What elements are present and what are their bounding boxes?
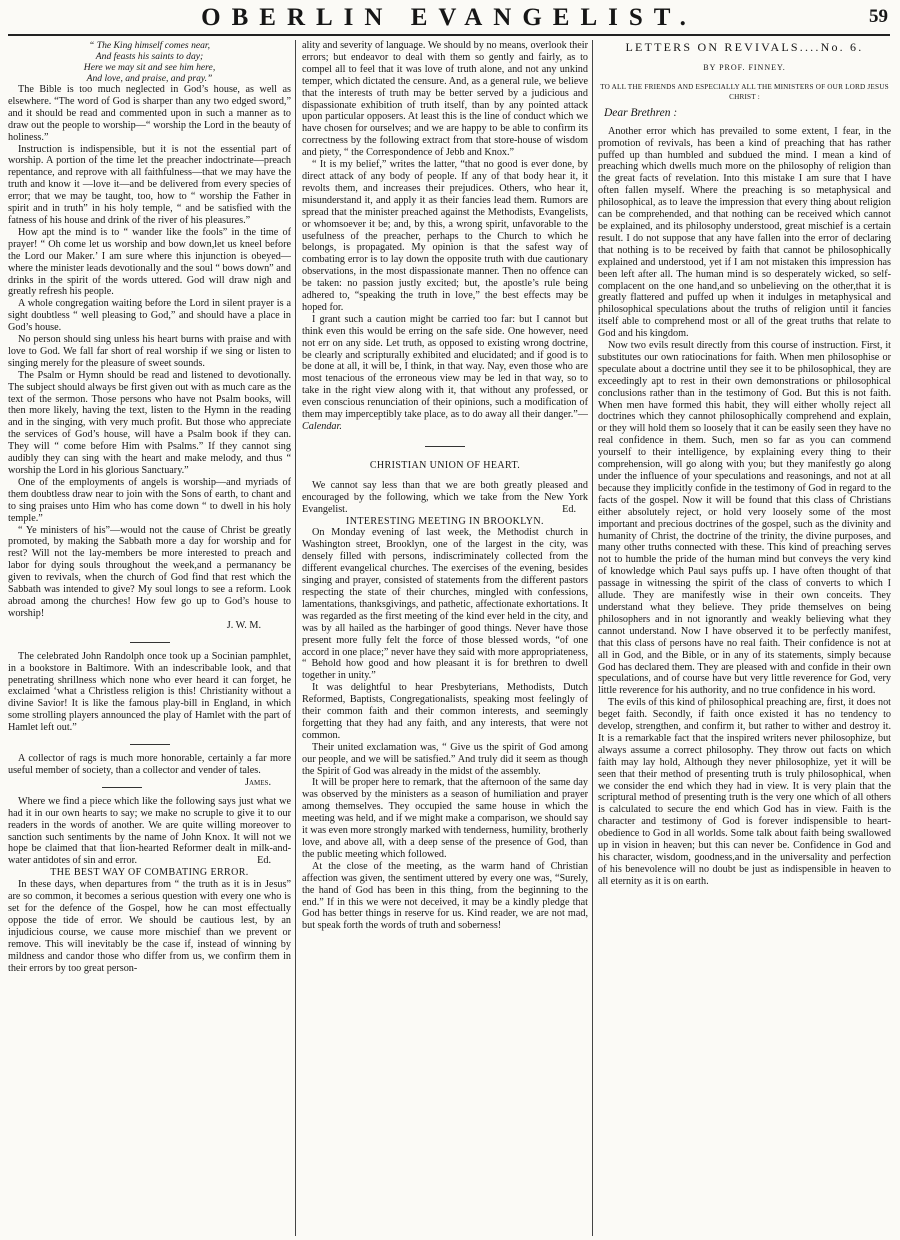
article-heading: INTERESTING MEETING IN BROOKLYN. (346, 515, 544, 527)
column-divider (592, 40, 593, 1236)
column-3 (598, 40, 891, 1236)
union-intro-text: We cannot say less than that we are both greatly pleased and encouraged by the following, which we take from the New York Evangelist. (302, 479, 588, 515)
paragraph: The Bible is too much neglected in God’s house, as well as elsewhere. “The word of God is sharper than any two edged sword,” and it should be read and commented upon in such a manner as to draw out the people to worship—“ worship the Lord in the beauty of holiness.” (8, 84, 291, 143)
verse-line: “ The King himself comes near, (89, 40, 210, 51)
byline: BY PROF. FINNEY. (703, 62, 786, 72)
paragraph: ality and severity of language. We should by no means, overlook their errors; but endeavor to deal with them so gently and fairly, as to compel all to feel that it was love of truth alone, and not any unkind temper, which dictated the censure. And, as a general rule, we believe that the interests of truth may be better served by a judicious and dispassionate exhibition of truth itself, than by any pointed attack upon particular opposers. At least this is the line of conduct which we have chosen for ourselves; and we are happy to be able to confirm its correctness by the following extract from that store-house of wisdom and piety, “ the Correspondence of Jebb and Knox.” (302, 40, 588, 159)
page-number: 59 (869, 6, 888, 27)
signature: J. W. M. (226, 619, 261, 631)
masthead-rule (8, 34, 890, 36)
separator (8, 638, 291, 644)
hymn-verse (8, 40, 291, 84)
randolph-paragraph: The celebrated John Randolph once took up a Socinian pamphlet, in a bookstore in Baltimore. With an indescribable look, and that penetrating shrillness which none who ever heard it can forget, he exclaimed ‘what a Christless religion is this! Christianity without a divine Savior! It is like the famous play-bill in England, in which some strolling players announced the play of Hamlet with the part of Hamlet left out.” (8, 650, 291, 734)
paragraph-text: I grant such a caution might be carried too far: but I cannot but think even this would be erring on the safe side. One however, need not err on any side. Let truth, as opposed to existing wrong doctrine, be clearly and scripturally exhibited and elucidated; and if good is to be done at all, it will be, I think, in that way. Nay, even those who are most tenacious of the erroneous view may be led in that way, so to take in the right view along with it, that without any professed, or even conscious renunciation of their opinions, such a modification of them may imperceptibly take place, as to do away all their danger.”— (302, 313, 588, 421)
paragraph: The evils of this kind of philosophical preaching are, first, it does not beget faith. Secondly, if faith once existed it has no tendency to develop, strengthen, and confirm it, but rather to wither and destroy it. It is a remarkable fact that the inspired writers never philosophize, but always assume a correct philosophy. They throw out facts on which faith may lay hold, Although they never philosophize, yet it will be seen that their method of presenting truth is truly philosophical, when we consider the end which they had in view. It is very plain that the scriptural method of presenting truth is the very one which of all others is calculated to secure the end which God has in view. Faith is the character and testimony of God is forever indispensible to heart-obedience to God in all worlds. Some talk about faith being swallowed up in vision in heaven; but this can never be. Confidence in God and his character, wisdom, goodness,and in the universality and perfection of his benevolence will no doubt be just as indispensible in heaven to all eternity as it is on earth. (598, 697, 891, 887)
rags-text: A collector of rags is much more honorable, certainly a far more useful member of society, than a collector and vender of tales. (8, 753, 291, 776)
paragraph: Instruction is indispensible, but it is not the essential part of worship. A portion of the time let the preacher indoctrinate—preach repentance, and reprove with all faithfulness—that we may have the truth and know it —love it—and be delivered from every species of error; that we may be taught, too, how to “ worship the Father in spirit and in truth” in his holy temple, “ and be satisfied with the fatness of his house and drink of the river of his pleasures.” (8, 143, 291, 226)
rags-signature: James. (245, 776, 271, 788)
knox-intro (8, 796, 291, 867)
column-1 (8, 40, 291, 1236)
verse-line: And love, and praise, and pray.” (86, 73, 213, 84)
paragraph: It was delightful to hear Presbyterians, Methodists, Dutch Reformed, Baptists, Congregationalists, speaking most feelingly of their common faith and their common interests, and seemingly forgetting that they had any faith, and any interests, that were not common. (302, 682, 588, 741)
masthead (8, 4, 890, 30)
union-intro (302, 480, 588, 516)
salutation: Dear Brethren : (604, 106, 678, 119)
letters-heading: LETTERS ON REVIVALS....No. 6. (625, 40, 864, 54)
column-2 (302, 40, 588, 1236)
paragraph: Now two evils result directly from this course of instruction. First, it substitutes our own ratiocinations for faith. When men philosophise or speculate about a doctrine until they see it to be philosophical, they are exceedingly apt to rest in their own demonstrations or philosophical conclusions rather than in the testimony of God. But this is not faith. When men have formed this habit, they will either wholly reject all doctrines which they cannot philosophically comprehend and explain, or they will hold them so loosely that it can be easily seen they have no real confidence in them. Such, men so far as you can commend yourself to their intelligence, by explaining every thing to their comprehension, will go along with you; but they manifestly go along under the influence of your speculations and reasonings, and not at all because they implicitly confide in the testimony of God in regard to the facts of the gospel. Now it will be found that this class of Christians either absolutely reject, or hold very loosely some of the most important and precious doctrines of the gospel, such as the divinity and humanity of Christ, the doctrine of the trinity, the divine purposes, and many other truths connected with these. This kind of preaching serves not to humble the pride of the human mind but conveys the very kind of knowledge which Paul says puffs up. I have often thought of that passage in witnessing the spirit of the class of converts to which I allude. They are manifestly wise in their own conceits. They understand what they believe. They pride themselves on being philosophers and in not ignorantly and weakly believing what they cannot understand. Now I have observed it to be perfectly manifest, that this class of persons have no real faith. Their confidence is not at all in God, and the Bible, or in any of its statements, simply because God has declared them. They are pleased with and confide in their own speculations, and of course have but very little reverence for God, very little reverence for his authority, and no true confidence in his word. (598, 340, 891, 697)
paragraph: On Monday evening of last week, the Methodist church in Washington street, Brooklyn, one of the largest in the city, was densely filled with persons, indiscriminately collected from the different evangelical churches. The exercises of the evening, besides singing and prayer, consisted of statements from the different pastors respecting the state of their churches, mingled with confessions, lamentations, thanksgivings, and pathetic, affectionate exhortations. It was regarded as the first meeting of the kind ever held in the city, and was by all hailed as the harbinger of good things. Never have those present more fully felt the force of those blessed words, “of one accord in one place;” never have they said with more appropriateness, “ Behold how good and how pleasant it is for brethren to dwell together in unity.” (302, 527, 588, 682)
rags-paragraph (8, 753, 291, 788)
paragraph: It will be proper here to remark, that the afternoon of the same day was observed by the ministers as a season of humiliation and prayer among themselves. They occupied the same house in which the meeting was held, and if we might make a comparison, we should say it was even more strongly marked with tenderness, humility, brotherly love, and above all, with a deep sense of the presence of God, than the public meeting which followed. (302, 777, 588, 860)
knox-signature: Ed. (257, 855, 271, 867)
knox-text: Where we find a piece which like the following says just what we had it in our own hearts to say; we make no scruple to give it to our readers in the words of another. We are quite willing moreover to sanction such sentiments by the name of John Knox. It will not we hope be claimed that that lion-hearted Reformer dealt in milk-and-water antidotes of sin and error. (8, 795, 291, 867)
paragraph: “ It is my belief,” writes the latter, “that no good is ever done, by direct attack of any body of people. If any of that body hear it, it revolts them, and increases their prejudices. Others, who hear it, misunderstand it, and apply it as their fancies lead them. Rumors are spread that the minister preached against the Methodists, Evangelists, or whomsoever it be; and, by this, a wrong spirit, unfavorable to the usefulness of the preacher, perhaps to the Church to which he belongs, is propagated. My opinion is that the safest way of combating error is to lay down the opposite truth with due cautionary observations, in the most dispassionate manner. Then no offence can be taken: no passion justly excited; but, the apostle’s rule being adhered to, “speaking the truth in love,” the best effects may be hoped for. (302, 159, 588, 313)
paragraph: The Psalm or Hymn should be read and listened to devotionally. The subject should always be first given out with as much care as the text of the sermon. Those persons who have not Psalm books, will then more likely, having the text, listen to the Hymn in the reading and in the singing, with very much profit. But those who appreciate the services of God’s house, will have a Psalm book if they can. They will “ come before Him with Psalms.” If they cannot sing audibly they can sing with the heart and make melody, and thus “ worship the Lord in his glorious Sanctuary.” (8, 369, 291, 476)
paragraph: In these days, when departures from “ the truth as it is in Jesus” are so common, it becomes a serious question with every one who is set for the defence of the Gospel, how he can most effectually oppose the tide of error. We should be cautious lest, by an injudicious course, we cause more mischief than we prevent or remove. This will inevitably be the case if, instead of winning by mildness and candor those who differ from us, we confirm them in their errors by too great person- (8, 879, 291, 974)
separator (8, 740, 291, 746)
source-citation: Calendar. (302, 421, 342, 432)
masthead-title: OBERLIN EVANGELIST. (201, 4, 697, 31)
verse-line: Here we may sit and see him here, (83, 62, 216, 73)
separator (302, 442, 588, 448)
paragraph: One of the employments of angels is worship—and myriads of them doubtless draw near to join with the Sons of earth, to chant and to sing praises unto Him who has come down “ to dwell in his holy temple.” (8, 476, 291, 524)
paragraph: At the close of the meeting, as the warm hand of Christian affection was given, the sentiment uttered by every one was, “Surely, the hand of God has been in this thing, from the beginning to the end.” If in this we were not deceived, it may be a kindly pledge that God has better things in reserve for us. Kind reader, we are not mad, but speak forth the words of truth and soberness! (302, 860, 588, 932)
paragraph (302, 314, 588, 433)
paragraph: Another error which has prevailed to some extent, I fear, in the promotion of revivals, has been a kind of preaching that has rather puffed up than humbled and subdued the mind. I mean a kind of preaching which dwells much more on the philosophy of religion than the great facts of revelation. Into this mistake I am sure that I have often fallen myself. Where the preaching is so metaphysical and philosophical, as to leave the impression that every thing about religion can be comprehended, and that nothing can be received which cannot be explained, and its philosophy understood, great mischief is a certain result. I do not suppose that any have fallen into the error of declaring that nothing is to be received by faith that cannot be philosophically explained and understood, yet if I am not mistaken this impression has been left after all. The human mind is so desperately wicked, so self-complacent on the one hand,and so unbelieving on the other,that it is greatly flattered and puffed up when it indulges in metaphysical and philosophical speculations about the truths of religion until it fancies itself able to comprehend most or all of the great truths that relate to God and his kingdom. (598, 125, 891, 340)
paragraph: “ Ye ministers of his”—would not the cause of Christ be greatly promoted, by making the Sabbath more a day for worship and for rest? Will not the lay-members be more interested to preach and labor for dying souls throughout the week,and a permanancy be given to revivals, when the church of God find that rest which the Sabbath was intended to give? My soul longs to see a reform. Look abroad among the churches! How few go up to God’s house to worship! (8, 524, 291, 619)
article-heading: THE BEST WAY OF COMBATING ERROR. (50, 867, 249, 879)
article-heading: CHRISTIAN UNION OF HEART. (369, 459, 521, 471)
dedication: TO ALL THE FRIENDS AND ESPECIALLY ALL THE MINISTERS OF OUR LORD JESUS CHRIST : (600, 82, 889, 101)
paragraph: How apt the mind is to “ wander like the fools” in the time of prayer! “ Oh come let us worship and bow down,let us kneel before the Lord our Maker.’ I am sure where this injunction is obeyed—where the minister leads devotionally and the soul “ bows down” and drinks in the spirit of the words uttered. God will draw nigh and greatly refresh his people. (8, 226, 291, 298)
paragraph: Their united exclamation was, “ Give us the spirit of God among our people, and we will be satisfied.” And truly did it seem as though the Spirit of God was already in the midst of the assembly. (302, 741, 588, 777)
paragraph: A whole congregation waiting before the Lord in silent prayer is a sight doubtless “ well pleasing to God,” and should have a place in God’s house. (8, 298, 291, 334)
column-divider (295, 40, 296, 1236)
union-signature: Ed. (562, 503, 576, 515)
verse-line: And feasts his saints to day; (95, 51, 204, 62)
paragraph: No person should sing unless his heart burns with praise and with love to God. We fall far short of real worship if we sing or listen to singing merely for the pleasure of sweet sounds. (8, 334, 291, 369)
